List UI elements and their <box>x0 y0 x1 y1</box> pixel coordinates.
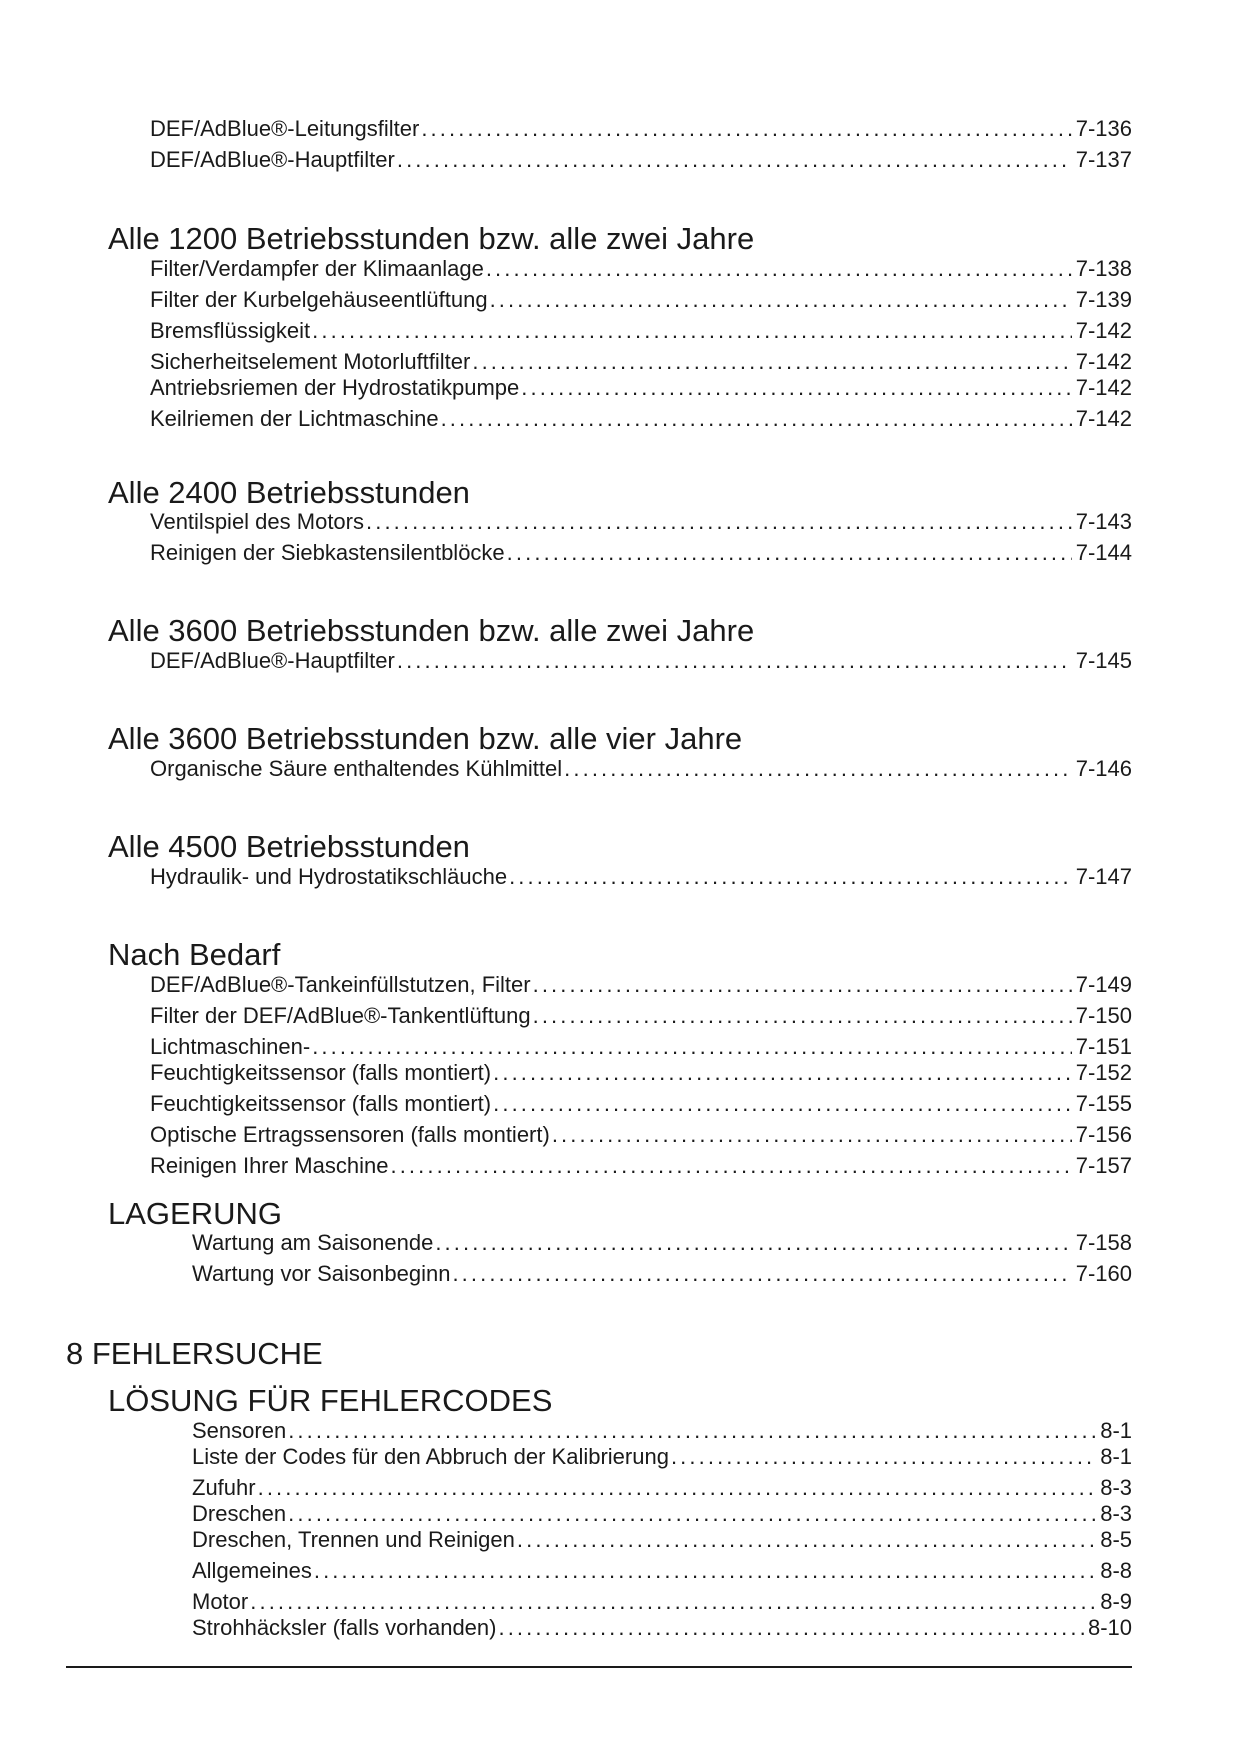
toc-entry-page: 8-3 <box>1100 1475 1132 1500</box>
toc-entry-label: DEF/AdBlue®-Hauptfilter <box>150 648 395 673</box>
toc-entry[interactable] <box>150 509 1132 535</box>
leader-dots <box>250 1589 1096 1615</box>
leader-dots <box>390 1153 1071 1179</box>
section-heading[interactable]: Alle 2400 Betriebsstunden <box>108 475 470 510</box>
toc-entry-page: 8-5 <box>1100 1527 1132 1552</box>
toc-entry-page: 8-9 <box>1100 1589 1132 1614</box>
leader-dots <box>288 1501 1096 1527</box>
leader-dots <box>498 1615 1083 1641</box>
leader-dots <box>671 1444 1096 1470</box>
leader-dots <box>493 1091 1072 1117</box>
toc-entry-page: 7-143 <box>1075 509 1132 534</box>
toc-entry-label: Filter/Verdampfer der Klimaanlage <box>150 256 484 281</box>
leader-dots <box>441 406 1072 432</box>
toc-entry-page: 7-158 <box>1075 1230 1132 1255</box>
leader-dots <box>312 318 1072 344</box>
toc-entry-page: 7-144 <box>1075 540 1132 565</box>
toc-entry-label: Ventilspiel des Motors <box>150 509 364 534</box>
toc-entry-page: 7-156 <box>1075 1122 1132 1147</box>
toc-entry-label: Hydraulik- und Hydrostatikschläuche <box>150 864 508 889</box>
toc-entry[interactable] <box>192 1418 1132 1444</box>
toc-entry-page: 7-139 <box>1075 287 1132 312</box>
toc-entry-page: 7-146 <box>1075 756 1132 781</box>
section-heading[interactable]: Alle 4500 Betriebsstunden <box>108 829 470 864</box>
toc-entry[interactable] <box>150 540 1132 566</box>
leader-dots <box>486 256 1072 282</box>
toc-entry-page: 7-155 <box>1075 1091 1132 1116</box>
section-heading[interactable]: Alle 3600 Betriebsstunden bzw. alle zwei Jahre <box>108 613 755 648</box>
toc-entry[interactable] <box>192 1501 1132 1527</box>
section-heading[interactable]: LÖSUNG FÜR FEHLERCODES <box>108 1383 553 1418</box>
toc-entry-label: Filter der Kurbelgehäuseentlüftung <box>150 287 488 312</box>
toc-entry-page: 7-138 <box>1075 256 1132 281</box>
toc-entry[interactable] <box>150 648 1132 674</box>
toc-entry[interactable] <box>150 1060 1132 1086</box>
toc-entry-label: DEF/AdBlue®-Leitungsfilter <box>150 116 420 141</box>
toc-entry-label: Sensoren <box>192 1418 287 1443</box>
toc-entry-label: Reinigen Ihrer Maschine <box>150 1153 389 1178</box>
toc-entry[interactable] <box>150 406 1132 432</box>
toc-entry[interactable] <box>150 287 1132 313</box>
leader-dots <box>509 864 1072 890</box>
toc-entry-page: 8-8 <box>1100 1558 1132 1583</box>
toc-entry-page: 7-145 <box>1075 648 1132 673</box>
toc-entry[interactable] <box>192 1589 1132 1615</box>
toc-entry[interactable] <box>150 756 1132 782</box>
toc-entry[interactable] <box>150 349 1132 375</box>
toc-entry-label: Dreschen <box>192 1501 287 1526</box>
toc-entry[interactable] <box>150 972 1132 998</box>
toc-entry[interactable] <box>192 1261 1132 1287</box>
leader-dots <box>490 287 1072 313</box>
toc-entry[interactable] <box>150 1091 1132 1117</box>
toc-entry-page: 7-137 <box>1075 147 1132 172</box>
toc-entry-label: DEF/AdBlue®-Hauptfilter <box>150 147 395 172</box>
toc-entry-label: Dreschen, Trennen und Reinigen <box>192 1527 515 1552</box>
leader-dots <box>521 375 1071 401</box>
section-heading[interactable]: Alle 3600 Betriebsstunden bzw. alle vier Jahre <box>108 721 743 756</box>
footer-rule <box>66 1666 1132 1668</box>
toc-entry-label: Wartung vor Saisonbeginn <box>192 1261 451 1286</box>
toc-entry-label: Wartung am Saisonende <box>192 1230 434 1255</box>
section-heading[interactable]: LAGERUNG <box>108 1196 282 1231</box>
leader-dots <box>533 972 1072 998</box>
toc-entry-page: 7-157 <box>1075 1153 1132 1178</box>
toc-entry-page: 7-147 <box>1075 864 1132 889</box>
toc-entry[interactable] <box>150 318 1132 344</box>
toc-entry-page: 7-160 <box>1075 1261 1132 1286</box>
toc-entry-page: 8-10 <box>1087 1615 1132 1640</box>
leader-dots <box>493 1060 1072 1086</box>
leader-dots <box>452 1261 1071 1287</box>
toc-entry-page: 7-142 <box>1075 375 1132 400</box>
section-heading[interactable]: Alle 1200 Betriebsstunden bzw. alle zwei Jahre <box>108 221 755 256</box>
leader-dots <box>435 1230 1071 1256</box>
toc-entry[interactable] <box>192 1527 1132 1553</box>
toc-entry[interactable] <box>150 1034 1132 1060</box>
toc-entry[interactable] <box>150 864 1132 890</box>
toc-entry-label: Motor <box>192 1589 249 1614</box>
toc-entry-label: Strohhäcksler (falls vorhanden) <box>192 1615 497 1640</box>
leader-dots <box>533 1003 1072 1029</box>
toc-entry-label: Filter der DEF/AdBlue®-Tankentlüftung <box>150 1003 531 1028</box>
toc-entry-page: 7-150 <box>1075 1003 1132 1028</box>
section-heading[interactable]: Nach Bedarf <box>108 937 281 972</box>
toc-entry-page: 7-136 <box>1075 116 1132 141</box>
toc-entry[interactable] <box>150 1122 1132 1148</box>
toc-entry-page: 7-142 <box>1075 318 1132 343</box>
toc-entry-page: 8-1 <box>1100 1418 1132 1443</box>
toc-entry-label: Optische Ertragssensoren (falls montiert) <box>150 1122 550 1147</box>
toc-entry-label: Liste der Codes für den Abbruch der Kalibrierung <box>192 1444 669 1469</box>
toc-entry-page: 7-151 <box>1075 1034 1132 1059</box>
leader-dots <box>258 1475 1097 1501</box>
toc-entry[interactable] <box>150 116 1132 142</box>
toc-entry-label: Organische Säure enthaltendes Kühlmittel <box>150 756 563 781</box>
toc-entry[interactable] <box>150 1153 1132 1179</box>
toc-entry-label: Sicherheitselement Motorluftfilter <box>150 349 471 374</box>
toc-entry-label: Feuchtigkeitssensor (falls montiert) <box>150 1060 492 1085</box>
leader-dots <box>312 1034 1072 1060</box>
toc-entry-page: 7-142 <box>1075 406 1132 431</box>
toc-entry-label: DEF/AdBlue®-Tankeinfüllstutzen, Filter <box>150 972 531 997</box>
toc-entry-label: Lichtmaschinen- <box>150 1034 311 1059</box>
toc-entry[interactable] <box>150 1003 1132 1029</box>
toc-entry-label: Reinigen der Siebkastensilentblöcke <box>150 540 505 565</box>
toc-entry[interactable] <box>150 375 1132 401</box>
toc-entry-label: Antriebsriemen der Hydrostatikpumpe <box>150 375 520 400</box>
leader-dots <box>421 116 1071 142</box>
toc-entry[interactable] <box>192 1475 1132 1501</box>
leader-dots <box>366 509 1072 535</box>
leader-dots <box>552 1122 1072 1148</box>
toc-entry-page: 8-3 <box>1100 1501 1132 1526</box>
leader-dots <box>288 1418 1096 1444</box>
toc-entry[interactable] <box>150 147 1132 173</box>
toc-entry[interactable] <box>150 256 1132 282</box>
toc-entry-label: Feuchtigkeitssensor (falls montiert) <box>150 1091 492 1116</box>
toc-entry-label: Zufuhr <box>192 1475 256 1500</box>
toc-entry[interactable] <box>192 1615 1132 1641</box>
toc-entry[interactable] <box>192 1444 1132 1470</box>
toc-entry-page: 8-1 <box>1100 1444 1132 1469</box>
chapter-heading[interactable]: 8 FEHLERSUCHE <box>66 1336 323 1371</box>
toc-entry-label: Bremsflüssigkeit <box>150 318 311 343</box>
leader-dots <box>564 756 1072 782</box>
toc-entry[interactable] <box>192 1558 1132 1584</box>
leader-dots <box>517 1527 1096 1553</box>
leader-dots <box>507 540 1072 566</box>
leader-dots <box>472 349 1071 375</box>
toc-entry[interactable] <box>192 1230 1132 1256</box>
leader-dots <box>397 147 1072 173</box>
toc-entry-page: 7-142 <box>1075 349 1132 374</box>
leader-dots <box>314 1558 1096 1584</box>
toc-entry-page: 7-152 <box>1075 1060 1132 1085</box>
toc-entry-label: Allgemeines <box>192 1558 312 1583</box>
toc-entry-label: Keilriemen der Lichtmaschine <box>150 406 439 431</box>
toc-entry-page: 7-149 <box>1075 972 1132 997</box>
leader-dots <box>397 648 1072 674</box>
